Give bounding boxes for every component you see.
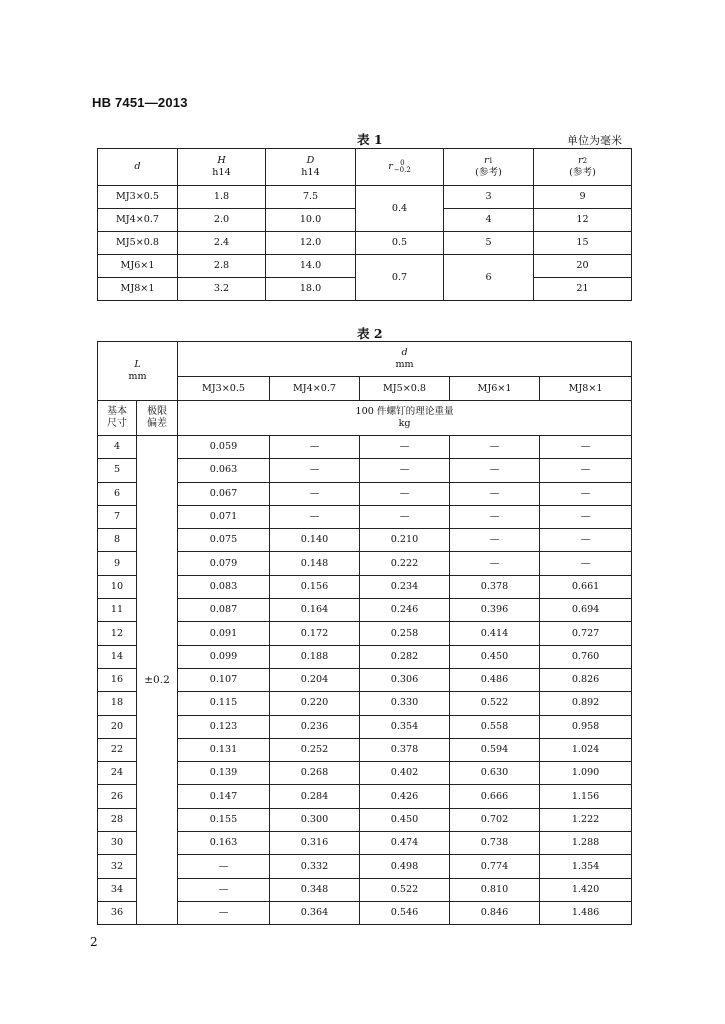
table2-cell-weight: 0.630: [450, 762, 540, 785]
table1-cell: 2.8: [178, 255, 266, 278]
table2-cell-weight: 0.147: [178, 785, 270, 808]
table2-cell-weight: 0.188: [270, 645, 360, 668]
table2-cell-weight: 0.268: [270, 762, 360, 785]
table2-cell-weight: 0.258: [360, 622, 450, 645]
table2-cell-weight: 0.666: [450, 785, 540, 808]
table2-cell-length: 18: [98, 692, 137, 715]
table2-cell-weight: 0.846: [450, 901, 540, 924]
table2-cell-weight: —: [178, 855, 270, 878]
table2-cell-length: 34: [98, 878, 137, 901]
table2-cell-length: 9: [98, 552, 137, 575]
table2-cell-length: 8: [98, 529, 137, 552]
table1-header-r: r 0 −0.2: [356, 149, 444, 186]
table1-header-r1: r1 (参考): [444, 149, 534, 186]
table1-header-D: D h14: [266, 149, 356, 186]
table2-cell-weight: —: [360, 459, 450, 482]
table2-cell-weight: 0.139: [178, 762, 270, 785]
table1-cell: 10.0: [266, 209, 356, 232]
table2-cell-weight: 0.958: [540, 715, 632, 738]
table2-cell-weight: 0.155: [178, 808, 270, 831]
table2-cell-weight: —: [178, 901, 270, 924]
table2-size-header: MJ5×0.8: [360, 377, 450, 401]
table2-cell-length: 7: [98, 505, 137, 528]
table2-cell-weight: 0.546: [360, 901, 450, 924]
table1-row: [98, 232, 632, 255]
table2-cell-weight: 0.316: [270, 832, 360, 855]
table2-cell-weight: 0.067: [178, 482, 270, 505]
table2-cell-weight: 0.694: [540, 599, 632, 622]
table2-cell-weight: 0.164: [270, 599, 360, 622]
table2-cell-weight: —: [270, 436, 360, 459]
table1-cell: MJ6×1: [98, 255, 178, 278]
table2-header-basic-size: 基本 尺寸: [98, 401, 137, 436]
table2-cell-weight: 0.330: [360, 692, 450, 715]
table2-row: [98, 575, 632, 598]
table2-cell-weight: 0.450: [360, 808, 450, 831]
table2-cell-weight: 0.760: [540, 645, 632, 668]
table2-row: [98, 622, 632, 645]
table2-cell-weight: —: [540, 459, 632, 482]
table2-row: [98, 715, 632, 738]
table1-cell: 3: [444, 186, 534, 209]
table2-cell-length: 30: [98, 832, 137, 855]
table2-cell-weight: 0.306: [360, 668, 450, 691]
table2-cell-weight: 0.378: [360, 738, 450, 761]
table2-cell-weight: 0.426: [360, 785, 450, 808]
table2-cell-weight: 0.774: [450, 855, 540, 878]
table1-row: [98, 186, 632, 209]
table2-cell-weight: 0.727: [540, 622, 632, 645]
table2-cell-weight: 0.156: [270, 575, 360, 598]
table2-cell-weight: —: [360, 505, 450, 528]
table2-cell-length: 28: [98, 808, 137, 831]
table2-cell-weight: 0.131: [178, 738, 270, 761]
table1-cell: 2.0: [178, 209, 266, 232]
table2-header-weight: 100 件螺钉的理论重量 kg: [178, 401, 632, 436]
table2-header-d: d mm: [178, 342, 632, 377]
table2-cell-weight: —: [270, 505, 360, 528]
table2-cell-weight: 0.284: [270, 785, 360, 808]
page-number: 2: [90, 935, 98, 949]
table1-cell: 14.0: [266, 255, 356, 278]
table2-row: [98, 738, 632, 761]
table2-cell-weight: 0.222: [360, 552, 450, 575]
table2-cell-length: 14: [98, 645, 137, 668]
table2-cell-weight: 1.486: [540, 901, 632, 924]
table2-cell-weight: 0.148: [270, 552, 360, 575]
table2-cell-weight: 0.140: [270, 529, 360, 552]
table2-cell-weight: 0.091: [178, 622, 270, 645]
table2-cell-tolerance: ±0.2: [137, 436, 178, 925]
table2-cell-weight: —: [540, 552, 632, 575]
table2-cell-weight: 0.396: [450, 599, 540, 622]
table1-cell: MJ3×0.5: [98, 186, 178, 209]
table2-cell-weight: 0.402: [360, 762, 450, 785]
table2-cell-weight: 0.234: [360, 575, 450, 598]
table2-row: [98, 599, 632, 622]
table1-cell: 20: [534, 255, 632, 278]
table2-cell-weight: —: [450, 436, 540, 459]
table2: [97, 341, 632, 925]
table2-subheader-row: [98, 401, 632, 436]
table2-cell-weight: 0.474: [360, 832, 450, 855]
table2-body: [98, 436, 632, 925]
table2-cell-weight: 0.354: [360, 715, 450, 738]
table1-cell: 7.5: [266, 186, 356, 209]
table2-cell-weight: 1.024: [540, 738, 632, 761]
table1-cell-r: 0.5: [356, 232, 444, 255]
table1-cell: MJ4×0.7: [98, 209, 178, 232]
table2-cell-weight: 0.522: [450, 692, 540, 715]
table2-header-L: L mm: [98, 342, 178, 401]
table2-cell-weight: 0.163: [178, 832, 270, 855]
table2-row: [98, 878, 632, 901]
table1-header-row: [98, 149, 632, 186]
table2-cell-length: 24: [98, 762, 137, 785]
table2-cell-weight: 0.661: [540, 575, 632, 598]
table2-header-row: [98, 342, 632, 377]
table1-cell: 9: [534, 186, 632, 209]
table2-row: [98, 436, 632, 459]
table2-cell-weight: 0.123: [178, 715, 270, 738]
table2-cell-weight: —: [270, 482, 360, 505]
table1-cell: MJ5×0.8: [98, 232, 178, 255]
table1-row: [98, 255, 632, 278]
table2-cell-weight: —: [450, 552, 540, 575]
table2-cell-weight: 0.558: [450, 715, 540, 738]
table2-cell-weight: 0.282: [360, 645, 450, 668]
table2-row: [98, 901, 632, 924]
table2-cell-weight: 0.810: [450, 878, 540, 901]
table2-cell-weight: —: [450, 482, 540, 505]
table2-cell-length: 32: [98, 855, 137, 878]
table2-cell-weight: 0.246: [360, 599, 450, 622]
table1-header-r2: r2 (参考): [534, 149, 632, 186]
table1-unit: 单位为毫米: [567, 134, 622, 147]
table2-cell-weight: 1.156: [540, 785, 632, 808]
table2-size-header: MJ6×1: [450, 377, 540, 401]
table1-cell-r: 0.7: [356, 255, 444, 301]
table2-row: [98, 459, 632, 482]
table2-cell-weight: 0.332: [270, 855, 360, 878]
table1-cell: 4: [444, 209, 534, 232]
table1-cell: 3.2: [178, 278, 266, 301]
table2-row: [98, 855, 632, 878]
table2-cell-length: 36: [98, 901, 137, 924]
table1-header-H: H h14: [178, 149, 266, 186]
table2-cell-weight: 0.364: [270, 901, 360, 924]
table2-cell-length: 16: [98, 668, 137, 691]
table1-cell: 1.8: [178, 186, 266, 209]
table2-row: [98, 785, 632, 808]
table2-row: [98, 808, 632, 831]
table1-cell: MJ8×1: [98, 278, 178, 301]
table2-size-row: [98, 377, 632, 401]
table2-row: [98, 552, 632, 575]
table2-cell-weight: 0.099: [178, 645, 270, 668]
table2-cell-length: 12: [98, 622, 137, 645]
table1-cell: 2.4: [178, 232, 266, 255]
table2-cell-weight: —: [450, 529, 540, 552]
table2-cell-weight: —: [540, 505, 632, 528]
table2-cell-weight: 1.288: [540, 832, 632, 855]
table1-header-d: d: [98, 149, 178, 186]
table2-cell-weight: 0.204: [270, 668, 360, 691]
table2-cell-weight: 0.107: [178, 668, 270, 691]
table1-cell: 21: [534, 278, 632, 301]
table1-cell: 12: [534, 209, 632, 232]
table2-cell-weight: 0.522: [360, 878, 450, 901]
table2-cell-weight: 0.252: [270, 738, 360, 761]
table2-cell-weight: 0.172: [270, 622, 360, 645]
table2-cell-weight: —: [360, 436, 450, 459]
table2-cell-weight: 0.087: [178, 599, 270, 622]
table2-row: [98, 505, 632, 528]
table2-cell-weight: —: [450, 505, 540, 528]
table1-caption: 表 1: [357, 132, 383, 147]
table2-cell-weight: —: [450, 459, 540, 482]
table2-row: [98, 762, 632, 785]
table2-cell-weight: 0.300: [270, 808, 360, 831]
table2-row: [98, 482, 632, 505]
table2-cell-weight: 0.059: [178, 436, 270, 459]
table2-cell-weight: 0.702: [450, 808, 540, 831]
table2-cell-length: 20: [98, 715, 137, 738]
table2-cell-length: 5: [98, 459, 137, 482]
table2-cell-weight: 0.498: [360, 855, 450, 878]
table2-cell-weight: 0.115: [178, 692, 270, 715]
table2-cell-weight: 0.079: [178, 552, 270, 575]
table2-cell-weight: 1.090: [540, 762, 632, 785]
table2-cell-weight: —: [540, 482, 632, 505]
table2-cell-weight: 1.354: [540, 855, 632, 878]
table2-cell-length: 4: [98, 436, 137, 459]
table1-cell: 5: [444, 232, 534, 255]
table2-row: [98, 692, 632, 715]
table2-cell-weight: 0.063: [178, 459, 270, 482]
table2-cell-weight: 0.892: [540, 692, 632, 715]
table1-cell: 12.0: [266, 232, 356, 255]
table2-caption: 表 2: [357, 326, 383, 341]
table2-row: [98, 832, 632, 855]
table2-cell-weight: 0.210: [360, 529, 450, 552]
table2-cell-weight: 0.083: [178, 575, 270, 598]
table1-cell-r: 0.4: [356, 186, 444, 232]
table2-cell-length: 26: [98, 785, 137, 808]
table2-size-header: MJ3×0.5: [178, 377, 270, 401]
table2-size-header: MJ4×0.7: [270, 377, 360, 401]
table2-cell-weight: 0.220: [270, 692, 360, 715]
table2-cell-weight: 1.420: [540, 878, 632, 901]
table1: [97, 148, 632, 301]
table2-cell-weight: 0.414: [450, 622, 540, 645]
table2-header-tolerance: 极限 偏差: [137, 401, 178, 436]
table2-row: [98, 645, 632, 668]
table2-cell-weight: 0.348: [270, 878, 360, 901]
table2-cell-weight: 0.075: [178, 529, 270, 552]
table2-cell-weight: 0.450: [450, 645, 540, 668]
table2-cell-weight: 0.486: [450, 668, 540, 691]
table2-cell-weight: 0.738: [450, 832, 540, 855]
table2-row: [98, 529, 632, 552]
table2-cell-length: 10: [98, 575, 137, 598]
table1-cell: 18.0: [266, 278, 356, 301]
table2-size-header: MJ8×1: [540, 377, 632, 401]
table2-cell-weight: 0.594: [450, 738, 540, 761]
table2-cell-weight: 0.378: [450, 575, 540, 598]
table2-cell-weight: —: [178, 878, 270, 901]
document-code: HB 7451—2013: [92, 95, 188, 110]
table1-cell: 15: [534, 232, 632, 255]
table1-cell-r1: 6: [444, 255, 534, 301]
table2-cell-length: 11: [98, 599, 137, 622]
table2-row: [98, 668, 632, 691]
table2-cell-weight: 0.236: [270, 715, 360, 738]
table2-cell-weight: 0.826: [540, 668, 632, 691]
table2-cell-weight: 0.071: [178, 505, 270, 528]
table2-cell-weight: —: [540, 529, 632, 552]
table2-cell-weight: —: [360, 482, 450, 505]
table2-cell-length: 6: [98, 482, 137, 505]
table2-cell-weight: —: [540, 436, 632, 459]
table2-cell-length: 22: [98, 738, 137, 761]
table2-cell-weight: 1.222: [540, 808, 632, 831]
table2-cell-weight: —: [270, 459, 360, 482]
